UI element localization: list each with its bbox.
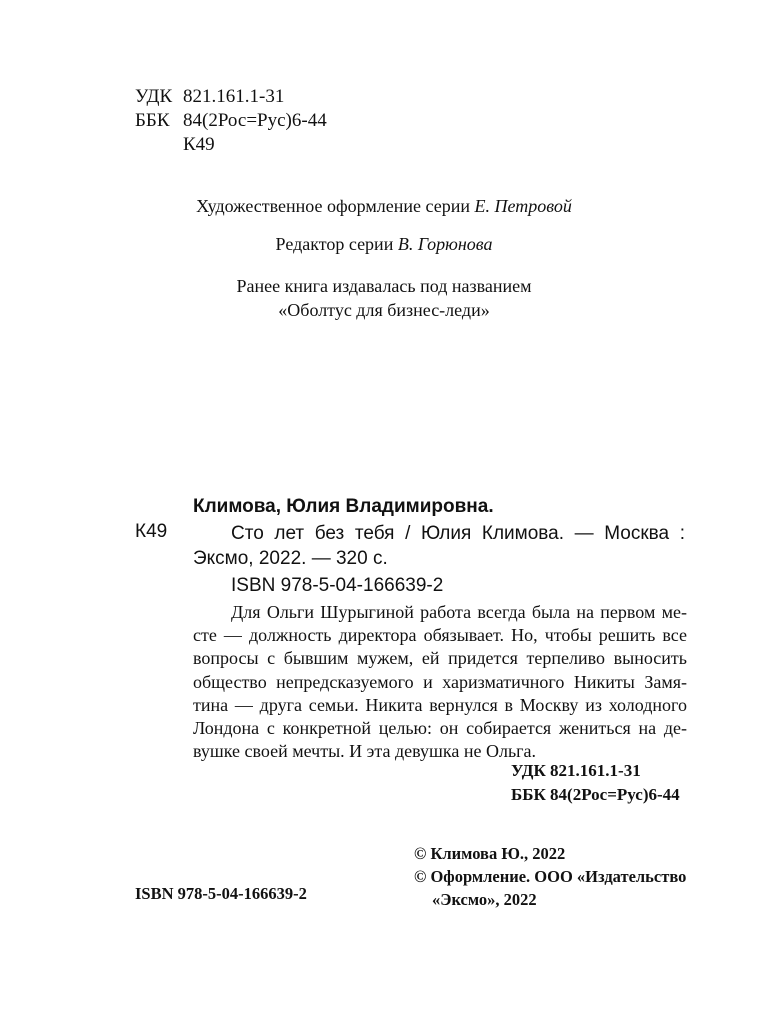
copyright-author: © Климова Ю., 2022: [414, 844, 566, 863]
annotation-line: общество непредсказуемого и харизматичного Никиты Замя-: [193, 671, 687, 692]
bibliography-author-mark: К49: [135, 521, 168, 542]
annotation-line: вушке своей мечты. И эта девушка не Ольга.: [193, 741, 537, 762]
bibliography-line2: Эксмо, 2022. — 320 с.: [193, 548, 388, 569]
header-codes: [135, 85, 327, 157]
udk-row: [135, 85, 327, 109]
bibliography-isbn: ISBN 978-5-04-166639-2: [231, 575, 444, 596]
bibliography-line1: Сто лет без тебя / Юлия Климова. — Москва :: [231, 523, 685, 544]
annotation-line: Для Ольги Шурыгиной работа всегда была на первом ме-: [231, 602, 687, 622]
editor-credit-name: В. Горюнова: [397, 234, 493, 254]
editor-credit-prefix: Редактор серии: [275, 234, 394, 254]
udk-value: 821.161.1-31: [183, 86, 285, 107]
design-credit: [0, 194, 768, 218]
copyright-block: [414, 842, 686, 911]
bbk-label: ББК: [135, 110, 170, 131]
udk-label: УДК: [135, 86, 173, 107]
classification-codes: [511, 759, 680, 807]
design-credit-name: Е. Петровой: [474, 196, 572, 216]
design-credit-prefix: Художественное оформление серии: [196, 196, 470, 216]
annotation: [193, 601, 687, 763]
copyright-design: © Оформление. ООО «Издательство: [414, 867, 687, 886]
footer-isbn: ISBN 978-5-04-166639-2: [135, 884, 307, 903]
author-mark: К49: [183, 134, 215, 155]
former-title-line2: «Оболтус для бизнес-леди»: [278, 300, 490, 320]
bibliography-description: [193, 521, 685, 571]
editor-credit: [0, 232, 768, 256]
copyright-publisher: «Эксмо», 2022: [432, 890, 537, 909]
bbk-row: [135, 109, 327, 133]
annotation-line: сте — должность директора обязывает. Но, чтобы решить все: [193, 625, 687, 646]
annotation-line: вопросы с бывшим мужем, ей придется терпеливо выносить: [193, 648, 687, 669]
classification-udk: УДК 821.161.1-31: [511, 761, 641, 780]
bibliography-author: Климова, Юлия Владимировна.: [193, 496, 494, 517]
annotation-line: Лондона с конкретной целью: он собирается жениться на де-: [193, 718, 687, 739]
former-title-line1: Ранее книга издавалась под названием: [236, 276, 532, 296]
annotation-line: тина — друга семьи. Никита вернулся в Москву из холодного: [193, 694, 687, 715]
bbk-value: 84(2Рос=Рус)6-44: [183, 110, 327, 131]
classification-bbk: ББК 84(2Рос=Рус)6-44: [511, 785, 680, 804]
